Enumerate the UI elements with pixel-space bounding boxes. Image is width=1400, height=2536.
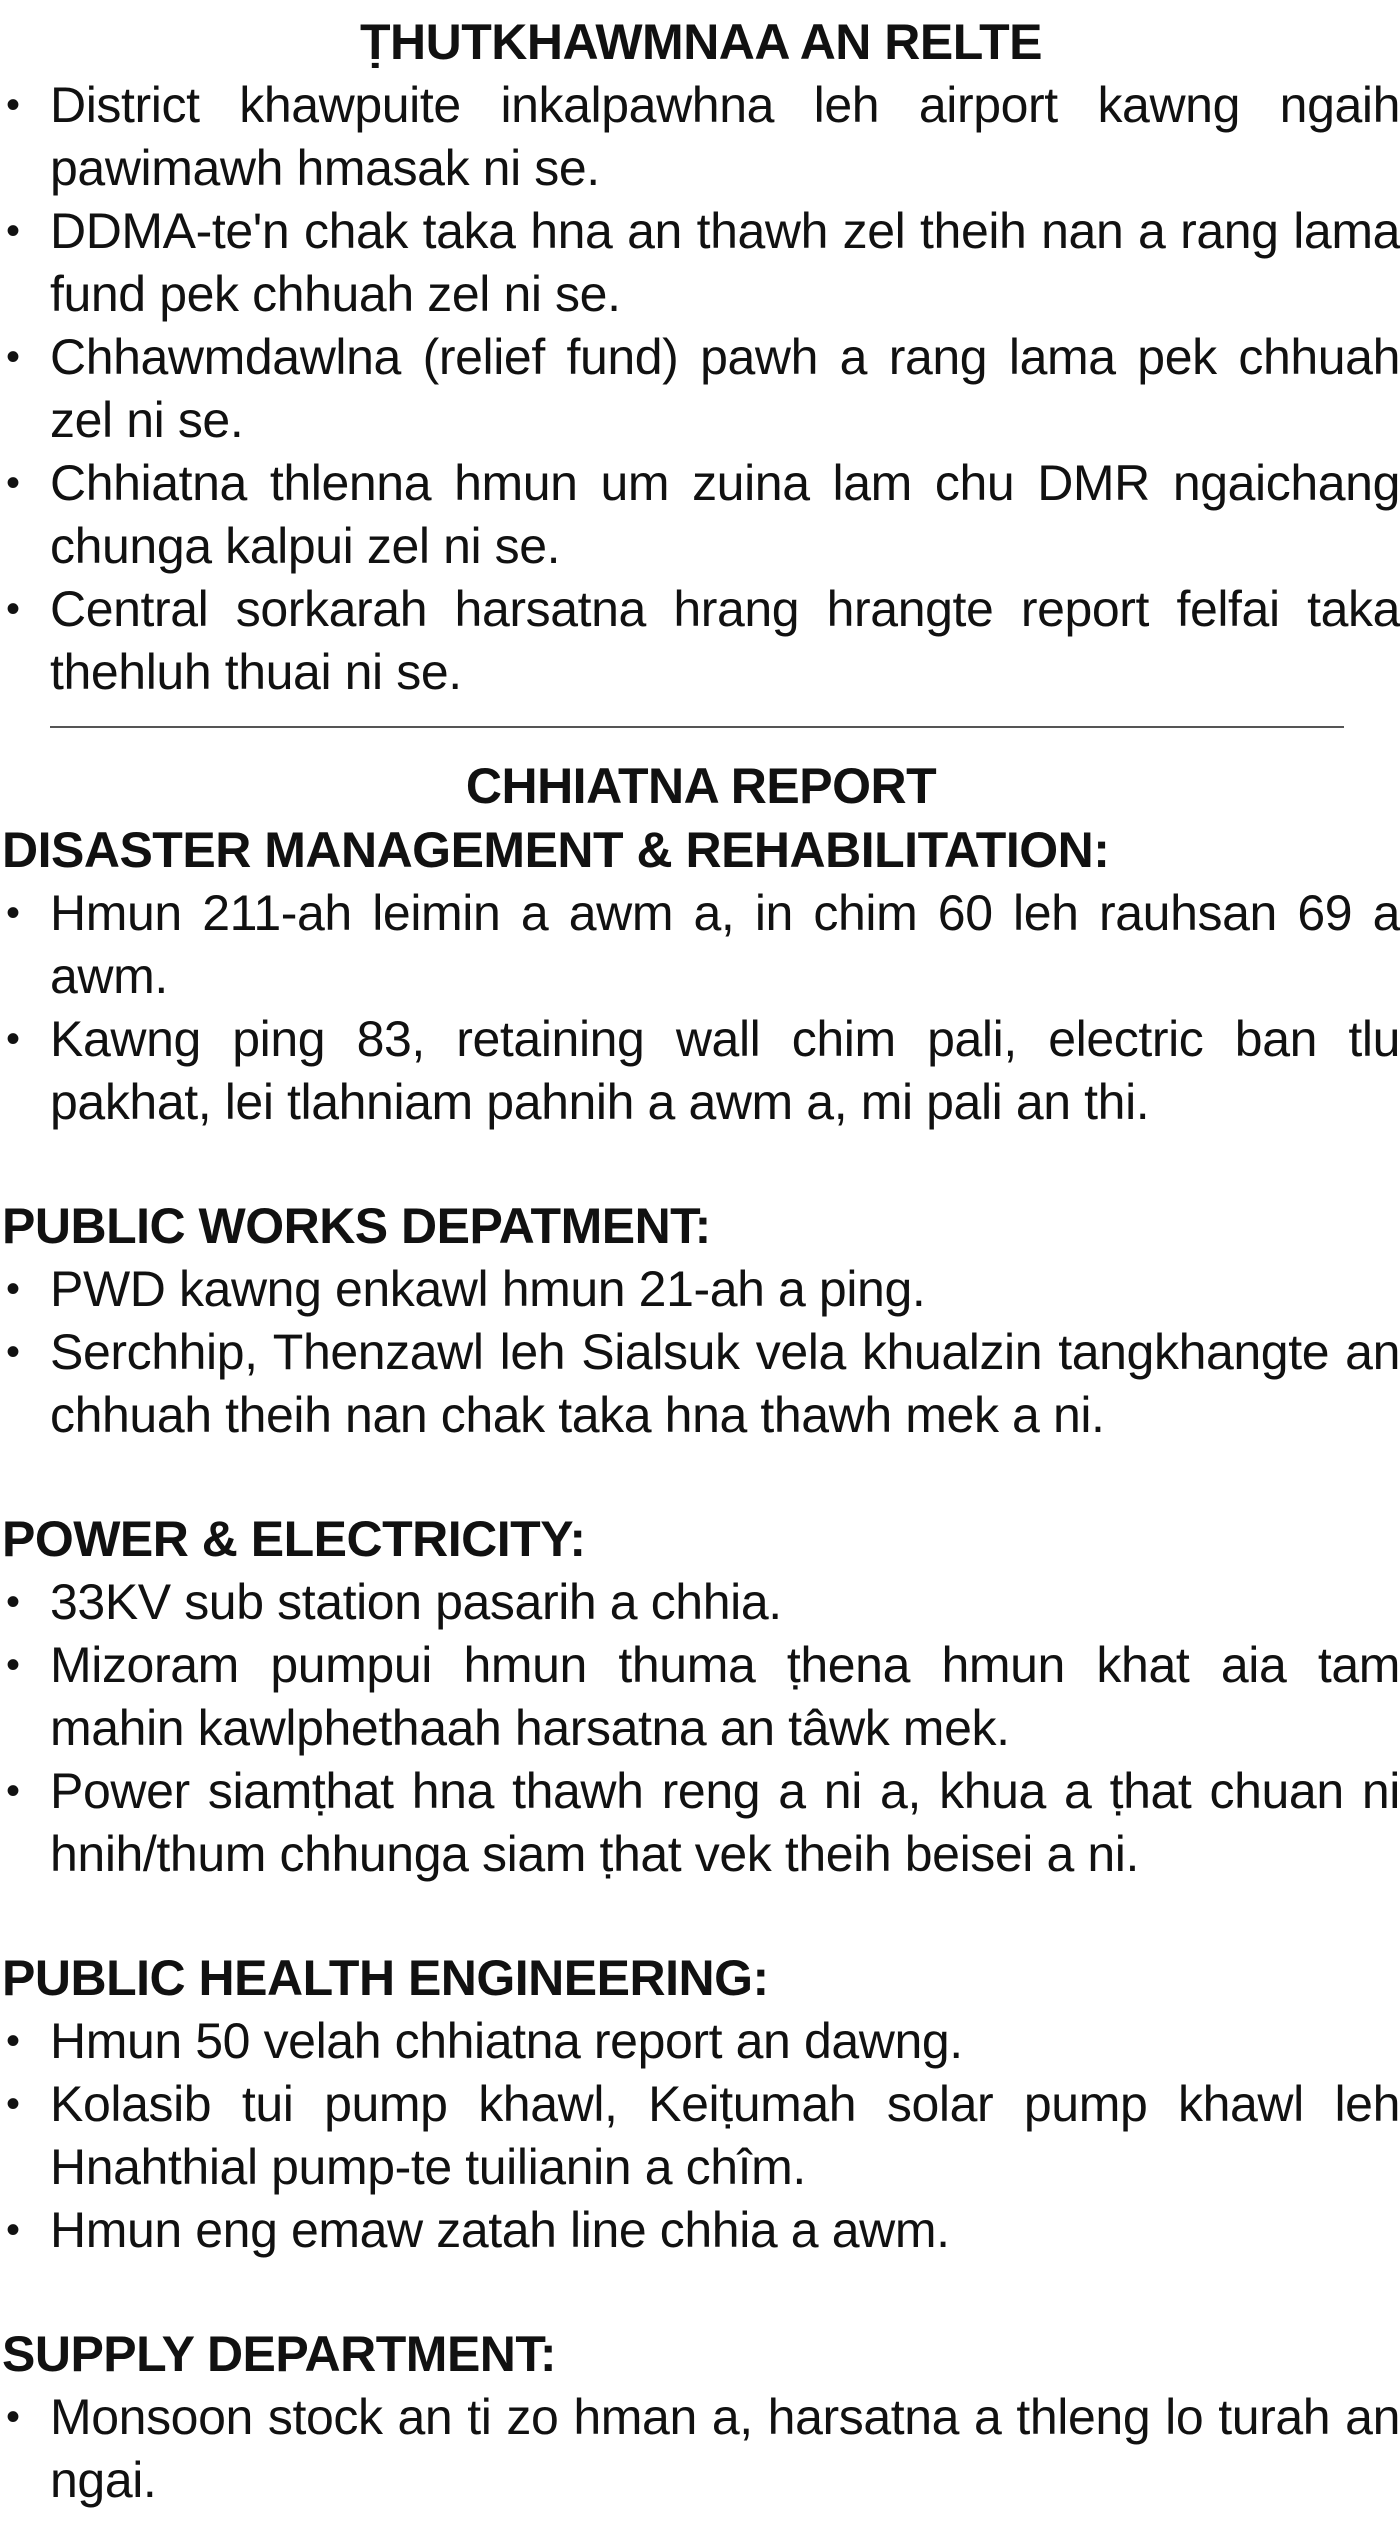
list-item [2,1571,1400,1634]
section-heading-disaster-management: DISASTER MANAGEMENT & REHABILITATION: [2,822,1110,878]
list-item-text: 33KV sub station pasarih a chhia. [50,1574,782,1630]
list-item-text: Hmun eng emaw zatah line chhia a awm. [50,2202,950,2258]
list-item-text: Kolasib tui pump khawl, Keiṭumah solar pump khawl leh Hnahthial pump-te tuilianin a chîm. [50,2076,1400,2195]
resolutions-title: ṬHUTKHAWMNAA AN RELTE [359,14,1042,70]
list-item [2,1008,1400,1134]
disaster-management-list [2,882,1400,1134]
section-spacer [2,1447,1400,1507]
bullet-icon: • [6,1769,20,1813]
list-item-text: Hmun 50 velah chhiatna report an dawng. [50,2013,963,2069]
section-heading-public-health-engineering: PUBLIC HEALTH ENGINEERING: [2,1950,769,2006]
bullet-icon: • [6,83,20,127]
list-item-text: Central sorkarah harsatna hrang hrangte report felfai taka thehluh thuai ni se. [50,581,1400,700]
bullet-icon: • [6,891,20,935]
list-item-text: Chhawmdawlna (relief fund) pawh a rang lama pek chhuah zel ni se. [50,329,1400,448]
section-divider [50,726,1344,728]
supply-department-list [2,2386,1400,2512]
list-item-text: Mizoram pumpui hmun thuma ṭhena hmun khat aia tam mahin kawlphethaah harsatna an tâwk mek. [50,1637,1400,1756]
list-item [2,2073,1400,2199]
list-item-text: Power siamṭhat hna thawh reng a ni a, khua a ṭhat chuan ni hnih/thum chhunga siam ṭhat vek theih beisei a ni. [50,1763,1400,1882]
list-item-text: District khawpuite inkalpawhna leh airport kawng ngaih pawimawh hmasak ni se. [50,77,1400,196]
list-item-text: Hmun 211-ah leimin a awm a, in chim 60 leh rauhsan 69 a awm. [50,885,1400,1004]
list-item [2,1258,1400,1321]
public-health-engineering-list [2,2010,1400,2262]
list-item [2,1634,1400,1760]
resolutions-list [2,74,1400,704]
list-item-text: PWD kawng enkawl hmun 21-ah a ping. [50,1261,926,1317]
list-item [2,74,1400,200]
bullet-icon: • [6,1267,20,1311]
bullet-icon: • [6,1643,20,1687]
section-heading-supply-department: SUPPLY DEPARTMENT: [2,2326,557,2382]
bullet-icon: • [6,1017,20,1061]
bullet-icon: • [6,2395,20,2439]
power-electricity-list [2,1571,1400,1886]
section-heading-public-works: PUBLIC WORKS DEPATMENT: [2,1198,711,1254]
list-item-text: Serchhip, Thenzawl leh Sialsuk vela khualzin tangkhangte an chhuah theih nan chak taka hna thawh mek a ni. [50,1324,1400,1443]
bullet-icon: • [6,1330,20,1374]
list-item-text: Monsoon stock an ti zo hman a, harsatna a thleng lo turah an ngai. [50,2389,1400,2508]
list-item [2,452,1400,578]
bullet-icon: • [6,209,20,253]
bullet-icon: • [6,335,20,379]
section-spacer [2,1134,1400,1194]
bullet-icon: • [6,2019,20,2063]
bullet-icon: • [6,2208,20,2252]
public-works-list [2,1258,1400,1447]
list-item [2,882,1400,1008]
list-item [2,1760,1400,1886]
list-item [2,578,1400,704]
bullet-icon: • [6,1580,20,1624]
list-item-text: Kawng ping 83, retaining wall chim pali, electric ban tlu pakhat, lei tlahniam pahnih a awm a, mi pali an thi. [50,1011,1400,1130]
section-spacer [2,1886,1400,1946]
section-heading-power-electricity: POWER & ELECTRICITY: [2,1511,586,1567]
report-title: CHHIATNA REPORT [465,758,937,814]
list-item [2,1321,1400,1447]
list-item [2,326,1400,452]
bullet-icon: • [6,461,20,505]
list-item [2,2386,1400,2512]
section-spacer [2,2262,1400,2322]
bullet-icon: • [6,2082,20,2126]
list-item [2,2199,1400,2262]
list-item-text: Chhiatna thlenna hmun um zuina lam chu DMR ngaichang chunga kalpui zel ni se. [50,455,1400,574]
list-item [2,2010,1400,2073]
list-item [2,200,1400,326]
list-item-text: DDMA-te'n chak taka hna an thawh zel theih nan a rang lama fund pek chhuah zel ni se. [50,203,1400,322]
bullet-icon: • [6,587,20,631]
